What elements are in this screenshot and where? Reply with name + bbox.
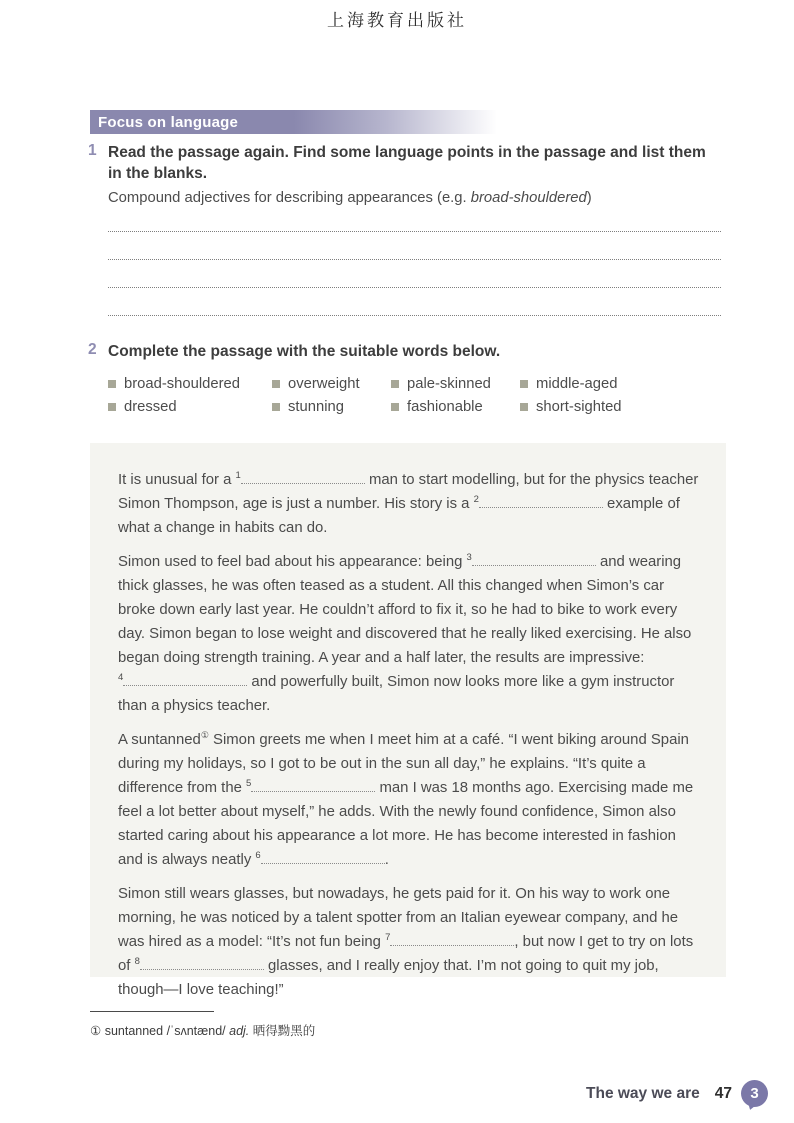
word-bank-item: [520, 376, 724, 392]
footnote-pos: adj.: [229, 1024, 250, 1038]
fill-in-blank-1: [236, 472, 365, 488]
word-bank-item: [391, 376, 520, 392]
footnote-reference-marker: ①: [200, 730, 209, 741]
blank-line: [140, 958, 264, 970]
exercise-2: [88, 341, 724, 362]
unit-badge: [741, 1080, 768, 1107]
bullet-square-icon: [108, 380, 116, 388]
word-bank-label: dressed: [124, 399, 177, 415]
word-bank-item: [272, 399, 391, 415]
word-bank: [108, 376, 724, 415]
passage-box: [90, 443, 726, 998]
bullet-square-icon: [391, 403, 399, 411]
blank-number: 6: [255, 850, 261, 862]
passage-paragraph-4: Simon still wears glasses, but nowadays, he gets paid for it. On his way to work one morning, he was noticed by a talent spotter from an Italian eyewear company, and he was hired as a model: “It’s not fun being $^7$ , but now I get to try on lots of $^8$ glasses, and I really enjoy that. I’m not going to quit my job, though—I love teaching!”: [118, 886, 694, 998]
fill-in-blank-7: [385, 934, 514, 950]
blank-line: [472, 554, 596, 566]
bullet-square-icon: [520, 403, 528, 411]
blank-number: 7: [385, 932, 391, 944]
word-bank-label: short-sighted: [536, 399, 622, 415]
fill-in-blank-5: [246, 780, 375, 796]
exercise-2-instruction: Complete the passage with the suitable words below.: [108, 343, 501, 360]
word-bank-item: [391, 399, 520, 415]
word-bank-item: [520, 399, 724, 415]
italic-example: broad-shouldered: [470, 190, 587, 206]
footnote-meaning: 晒得黝黑的: [252, 1023, 316, 1038]
blank-number: 5: [246, 778, 252, 790]
exercise-1-number: 1: [88, 142, 97, 159]
answer-line: [108, 288, 721, 316]
word-bank-label: stunning: [288, 399, 344, 415]
answer-line: [108, 260, 721, 288]
exercise-1-subtitle: Compound adjectives for describing appearances (e.g. broad-shouldered): [108, 190, 592, 206]
word-bank-label: middle-aged: [536, 376, 618, 392]
blank-line: [251, 780, 375, 792]
page-footer: [586, 1080, 768, 1107]
word-bank-label: broad-shouldered: [124, 376, 240, 392]
exercise-2-number: 2: [88, 341, 97, 358]
word-bank-item: [272, 376, 391, 392]
bullet-square-icon: [272, 403, 280, 411]
word-bank-label: pale-skinned: [407, 376, 491, 392]
blank-line: [479, 496, 603, 508]
fill-in-blank-4: [118, 674, 247, 690]
footnote-phonetic: /ˈsʌntænd/: [166, 1024, 226, 1038]
bullet-square-icon: [520, 380, 528, 388]
section-banner: [90, 110, 514, 134]
bullet-square-icon: [272, 380, 280, 388]
blank-number: 1: [235, 470, 241, 482]
fill-in-blank-8: [135, 958, 264, 974]
word-bank-label: fashionable: [407, 399, 483, 415]
blank-number: 4: [118, 672, 124, 684]
exercise-1: [88, 142, 724, 206]
fill-in-blank-3: [467, 554, 596, 570]
passage-paragraph-2: Simon used to feel bad about his appearance: being $^3$ and wearing thick glasses, he was often teased as a student. All this changed when Simon’s car broke down early last year. He couldn’t afford to fix it, so he had to bike to work every day. Simon began to lose weight and discovered that he really liked exercising. He also began doing strength training. A year and a half later, the results are impressive: $^4$ and powerfully built, Simon now looks more like a gym instructor than a physics teacher.: [118, 552, 692, 714]
bullet-square-icon: [391, 380, 399, 388]
blank-line: [390, 934, 514, 946]
blank-line: [261, 852, 385, 864]
blank-number: 8: [134, 956, 140, 968]
unit-badge-number: 3: [750, 1085, 759, 1102]
blank-line: [241, 472, 365, 484]
footnote-rule: [90, 1011, 214, 1012]
blank-line: [123, 674, 247, 686]
fill-in-blank-6: [255, 852, 384, 868]
word-bank-item: [108, 376, 272, 392]
blank-number: 2: [473, 494, 479, 506]
exercise-1-instruction: Read the passage again. Find some language points in the passage and list them in the blanks.: [108, 144, 706, 182]
bullet-square-icon: [108, 403, 116, 411]
answer-line: [108, 232, 721, 260]
passage-paragraph-3: A suntanned① Simon greets me when I meet him at a café. “I went biking around Spain during my holidays, so I got to be out in the sun all day,” he explains. “It’s quite a difference from the $^5$ man I was 18 months ago. Exercising made me feel a lot better about myself,” he adds. With the newly found confidence, Simon also started caring about his appearance a lot more. He has become interested in fashion and is always neatly $^6$ .: [118, 730, 694, 868]
answer-line: [108, 204, 721, 232]
footnote-marker: ①: [90, 1024, 102, 1038]
footnote-word: suntanned: [104, 1024, 164, 1038]
word-bank-item: [108, 399, 272, 415]
footer-unit-title: The way we are: [586, 1084, 700, 1102]
publisher-header: 上海教育出版社: [327, 11, 467, 31]
fill-in-blank-2: [474, 496, 603, 512]
word-bank-label: overweight: [288, 376, 360, 392]
footnote: [90, 1021, 315, 1039]
passage-paragraph-1: It is unusual for a $^1$ man to start modelling, but for the physics teacher Simon Thompson, age is just a number. His story is a $^2$ example of what a change in habits can do.: [118, 470, 699, 536]
blank-number: 3: [466, 552, 472, 564]
footer-page-number: 47: [714, 1084, 732, 1102]
answer-lines: [108, 204, 721, 316]
section-banner-label: Focus on language: [98, 113, 239, 131]
